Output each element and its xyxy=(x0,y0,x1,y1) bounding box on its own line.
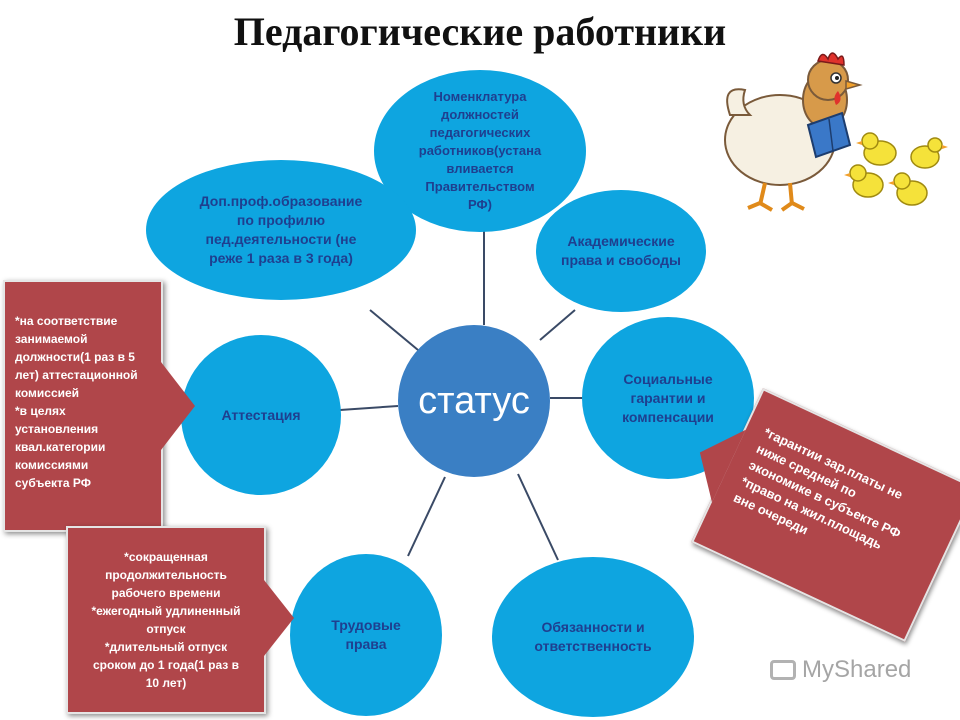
page-title: Педагогические работники xyxy=(233,9,727,54)
callout-attestation: *на соответствие занимаемой должности(1 раз в 5 лет) аттестационной комиссией *в целях установления квал.категории комиссиями субъекта РФ xyxy=(3,280,163,532)
callout-labor-rights: *сокращенная продолжительность рабочего времени *ежегодный удлиненный отпуск *длительный отпуск сроком до 1 года(1 раз в 10 лет) xyxy=(66,526,266,714)
center-node-status: статус xyxy=(398,325,550,477)
callout-social-guarantees: *гарантии зар.платы не ниже средней по экономике в субъекте РФ *право на жил.площадь вне очереди xyxy=(691,388,960,642)
node-nomenclature: Номенклатура должностей педагогических работников(устана вливается Правительством РФ) xyxy=(374,70,586,232)
watermark-text: MyShared xyxy=(802,656,912,683)
hen-reading-book-with-chicks-icon xyxy=(720,45,960,220)
node-labor-rights: Трудовые права xyxy=(290,554,442,716)
node-duties: Обязанности и ответственность xyxy=(492,557,694,717)
node-social-guarantees: Социальные гарантии и компенсации xyxy=(582,317,754,479)
callout-labor-arrow xyxy=(264,580,294,656)
node-attestation: Аттестация xyxy=(181,335,341,495)
monitor-icon xyxy=(770,660,796,680)
callout-attestation-arrow xyxy=(161,362,195,450)
node-academic-rights: Академические права и свободы xyxy=(536,190,706,312)
myshared-watermark xyxy=(770,656,911,684)
node-additional-education: Доп.проф.образование по профилю пед.деятельности (не реже 1 раза в 3 года) xyxy=(146,160,416,300)
